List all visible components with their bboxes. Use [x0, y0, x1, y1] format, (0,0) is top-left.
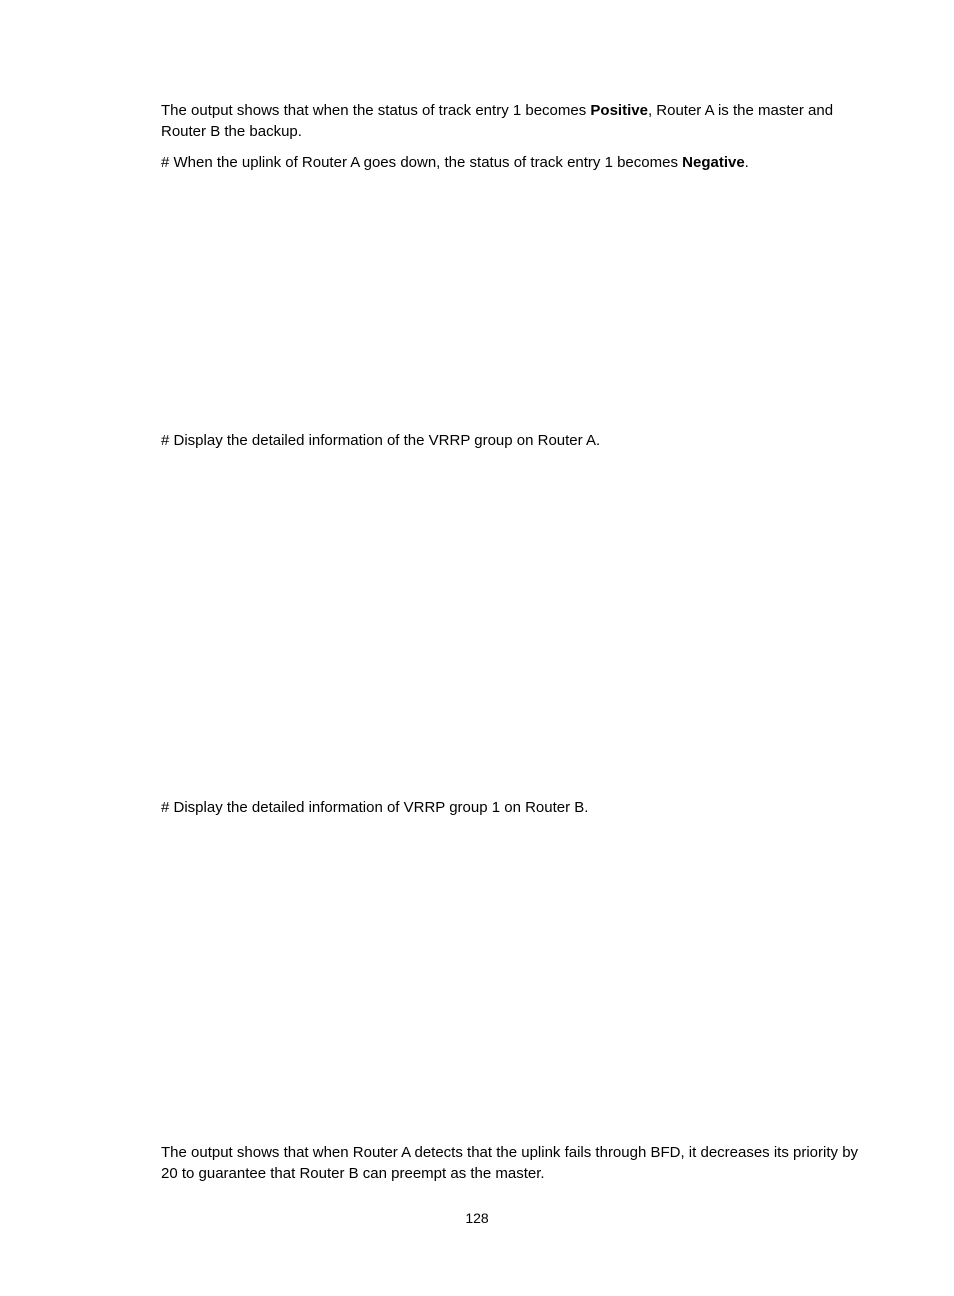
code-block-router-a-vrrp	[161, 462, 867, 782]
p2-text-start: # When the uplink of Router A goes down, the status of track entry 1 becomes	[161, 154, 683, 171]
p2-bold-negative: Negative	[682, 154, 745, 171]
p1-bold-positive: Positive	[590, 102, 648, 119]
output-summary-positive	[161, 100, 867, 142]
output-summary-bfd: The output shows that when Router A detects that the uplink fails through BFD, it decreases its priority by 20 to guarantee that Router B can preempt as the master.	[161, 1144, 859, 1182]
display-router-a-instruction: # Display the detailed information of the VRRP group on Router A.	[161, 432, 601, 449]
code-block-router-b-vrrp	[161, 829, 867, 1129]
p1-text-end: , Router A is the master and Router B the backup.	[161, 102, 834, 140]
uplink-down-instruction	[161, 152, 867, 173]
display-router-b-instruction: # Display the detailed information of VRRP group 1 on Router B.	[161, 799, 589, 816]
page-number: 128	[465, 1210, 489, 1226]
code-block-track-entry	[161, 184, 867, 416]
p2-text-end: .	[744, 154, 749, 171]
p1-text-start: The output shows that when the status of track entry 1 becomes	[161, 102, 591, 119]
